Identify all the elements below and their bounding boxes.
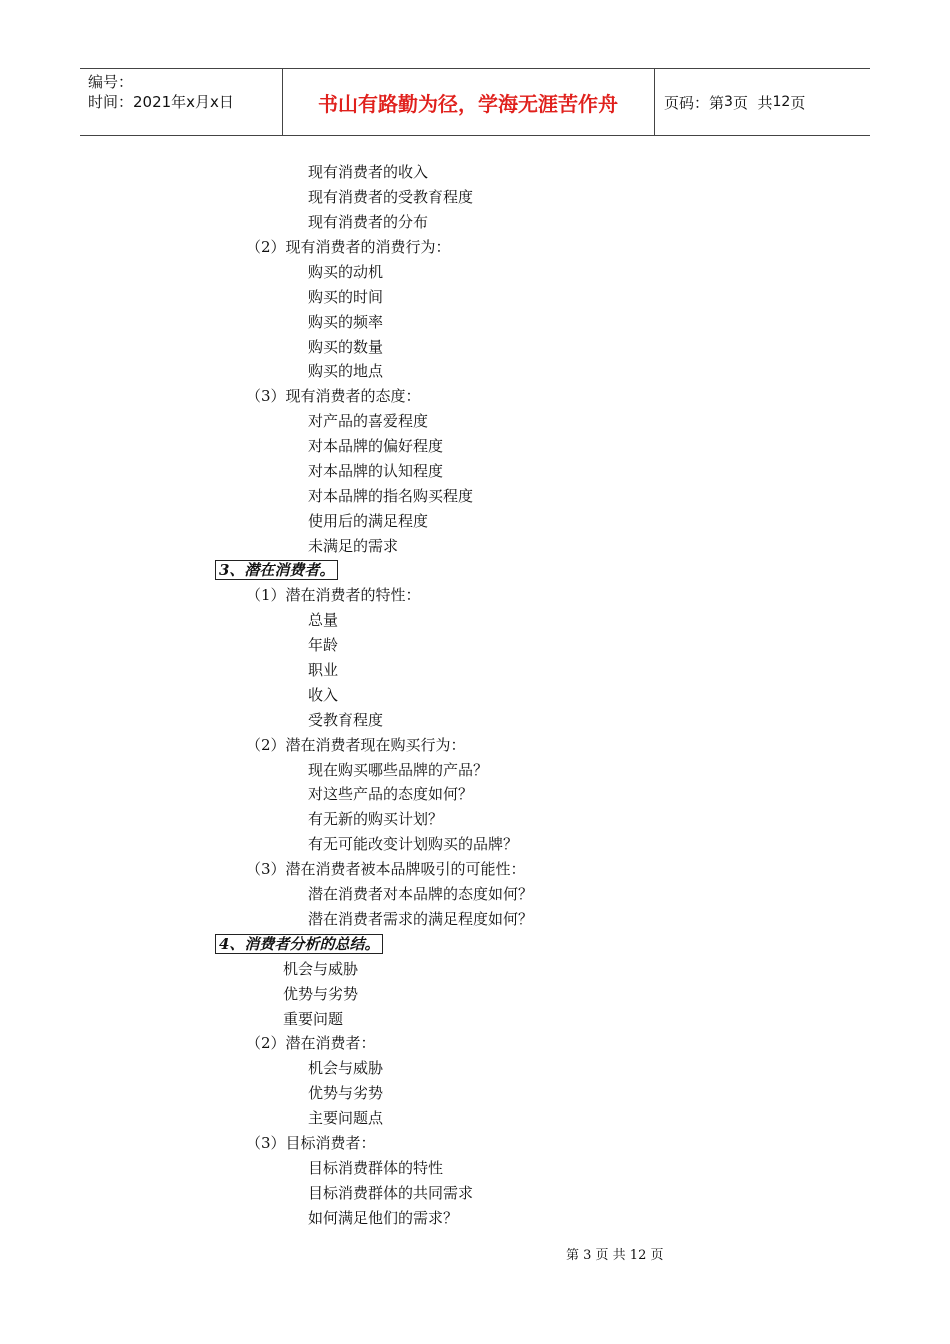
list-item: 目标消费群体的特性 (308, 1159, 444, 1177)
list-item: 购买的时间 (308, 288, 384, 306)
document-date: 时间：2021年x月x日 (88, 93, 234, 111)
list-item: 优势与劣势 (283, 985, 359, 1003)
subsection-heading: （3）目标消费者： (246, 1134, 376, 1152)
subsection-heading: （2）潜在消费者： (246, 1034, 376, 1052)
list-item: 现在购买哪些品牌的产品？ (308, 761, 489, 779)
list-item: 对产品的喜爱程度 (308, 412, 429, 430)
list-item: 机会与威胁 (283, 960, 359, 978)
subsection-heading: （2）潜在消费者现在购买行为： (246, 736, 466, 754)
list-item: 重要问题 (283, 1010, 344, 1028)
list-item: 现有消费者的分布 (308, 213, 429, 231)
list-item: 现有消费者的收入 (308, 163, 429, 181)
subsection-heading: （2）现有消费者的消费行为： (246, 238, 451, 256)
list-item: 总量 (308, 611, 339, 629)
list-item: 目标消费群体的共同需求 (308, 1184, 474, 1202)
page-total-number: 12 (772, 94, 791, 110)
header-page-indicator (664, 68, 805, 136)
list-item: 购买的频率 (308, 313, 384, 331)
list-item: 对本品牌的偏好程度 (308, 437, 444, 455)
page-footer: 第 3 页 共 12 页 (566, 1248, 664, 1263)
list-item: 购买的动机 (308, 263, 384, 281)
list-item: 购买的地点 (308, 362, 384, 380)
list-item: 有无可能改变计划购买的品牌？ (308, 835, 519, 853)
list-item: 潜在消费者对本品牌的态度如何？ (308, 885, 534, 903)
list-item: 如何满足他们的需求？ (308, 1209, 459, 1227)
list-item: 主要问题点 (308, 1109, 384, 1127)
list-item: 现有消费者的受教育程度 (308, 188, 474, 206)
subsection-heading: （1）潜在消费者的特性： (246, 586, 421, 604)
header-divider (654, 68, 655, 136)
subsection-heading: （3）潜在消费者被本品牌吸引的可能性： (246, 860, 526, 878)
subsection-heading: （3）现有消费者的态度： (246, 387, 421, 405)
list-item: 使用后的满足程度 (308, 512, 429, 530)
list-item: 对这些产品的态度如何？ (308, 785, 474, 803)
section-heading: 3、潜在消费者。 (215, 560, 338, 580)
list-item: 对本品牌的认知程度 (308, 462, 444, 480)
list-item: 对本品牌的指名购买程度 (308, 487, 474, 505)
page-current-number: 3 (724, 94, 733, 110)
page-label-mid: 页 共 (732, 93, 773, 112)
section-heading: 4、消费者分析的总结。 (215, 934, 383, 954)
header-meta (88, 72, 234, 112)
list-item: 收入 (308, 686, 339, 704)
list-item: 职业 (308, 661, 339, 679)
list-item: 未满足的需求 (308, 537, 399, 555)
list-item: 购买的数量 (308, 338, 384, 356)
page-label: 页码：第 (664, 93, 725, 112)
page-label-end: 页 (790, 93, 806, 112)
list-item: 优势与劣势 (308, 1084, 384, 1102)
header-motto: 书山有路勤为径，学海无涯苦作舟 (318, 91, 618, 116)
list-item: 有无新的购买计划？ (308, 810, 444, 828)
list-item: 机会与威胁 (308, 1059, 384, 1077)
list-item: 年龄 (308, 636, 339, 654)
list-item: 受教育程度 (308, 711, 384, 729)
page-header (80, 68, 870, 136)
list-item: 潜在消费者需求的满足程度如何？ (308, 910, 534, 928)
document-number-label: 编号： (88, 73, 134, 91)
